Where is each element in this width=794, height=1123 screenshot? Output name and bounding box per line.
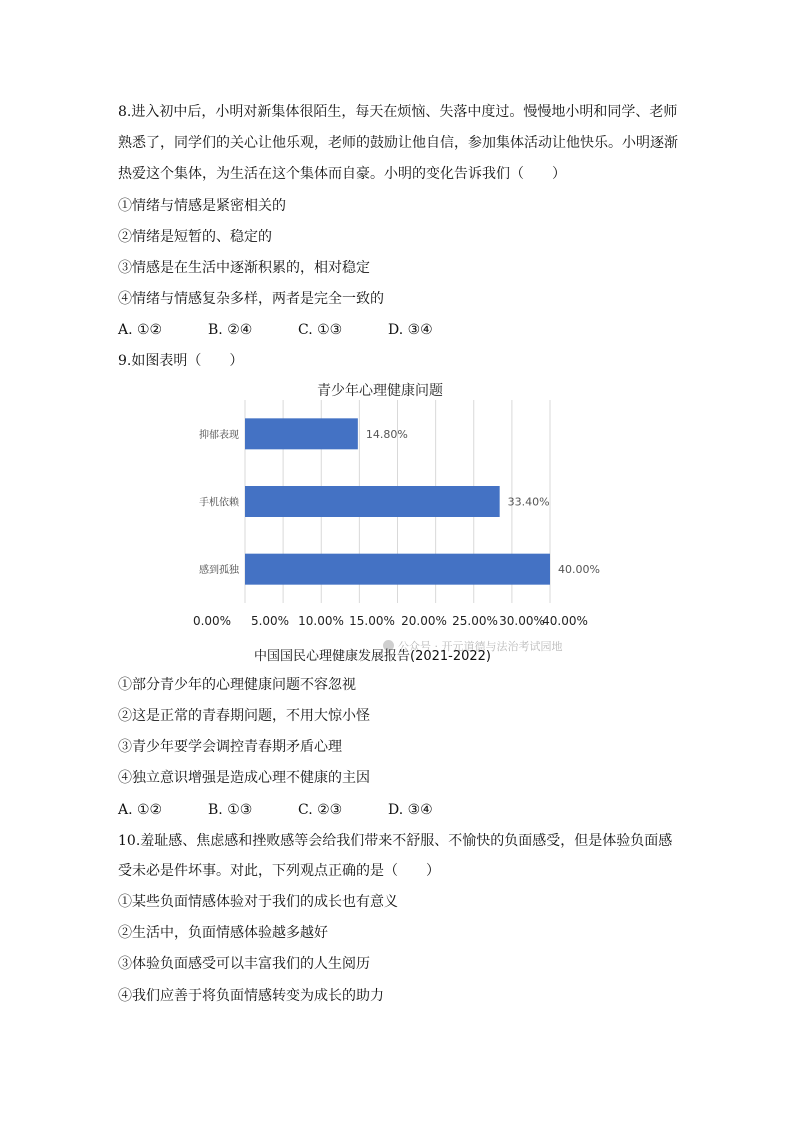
x-tick-label: 20.00% bbox=[401, 614, 447, 628]
x-tick-label: 30.00% bbox=[499, 614, 545, 628]
q8-stem-line-1: 8.进入初中后，小明对新集体很陌生，每天在烦恼、失落中度过。慢慢地小明和同学、老师 bbox=[118, 104, 678, 120]
q9-option-b: B. ①③ bbox=[208, 802, 253, 818]
q8-option-b: B. ②④ bbox=[208, 322, 253, 338]
bar-chart bbox=[190, 378, 610, 668]
q8-option-d: D. ③④ bbox=[388, 322, 433, 338]
q8-stem-line-3: 热爱这个集体，为生活在这个集体而自豪。小明的变化告诉我们（ ） bbox=[118, 166, 566, 182]
data-label: 33.40% bbox=[507, 495, 550, 509]
q9-option-d: D. ③④ bbox=[388, 802, 433, 818]
bar bbox=[245, 554, 550, 585]
q9-option-c: C. ②③ bbox=[298, 802, 343, 818]
q8-option-c: C. ①③ bbox=[298, 322, 343, 338]
q8-item-2: ②情绪是短暂的、稳定的 bbox=[118, 229, 272, 245]
x-tick-label: 15.00% bbox=[349, 614, 395, 628]
bar bbox=[245, 418, 358, 449]
q9-item-2: ②这是正常的青春期问题，不用大惊小怪 bbox=[118, 708, 370, 724]
q10-stem-line-2: 受未必是件坏事。对此，下列观点正确的是（ ） bbox=[118, 863, 440, 879]
chart-source: 中国国民心理健康发展报告(2021-2022) bbox=[254, 649, 492, 664]
q10-item-3: ③体验负面感受可以丰富我们的人生阅历 bbox=[118, 956, 370, 972]
q9-options bbox=[118, 800, 433, 820]
x-tick-label: 25.00% bbox=[452, 614, 498, 628]
data-label: 14.80% bbox=[365, 427, 408, 441]
watermark-text: 公众号 · 开元道德与法治考试园地 bbox=[398, 640, 563, 653]
q10-item-4: ④我们应善于将负面情感转变为成长的助力 bbox=[118, 988, 384, 1004]
q8-options bbox=[118, 320, 433, 340]
category-label: 感到孤独 bbox=[199, 565, 239, 577]
category-label: 抑郁表现 bbox=[199, 429, 239, 441]
category-label: 手机依赖 bbox=[199, 497, 239, 509]
x-tick-label: 40.00% bbox=[542, 614, 588, 628]
bar-chart-svg bbox=[190, 378, 610, 668]
q10-stem-line-1: 10.羞耻感、焦虑感和挫败感等会给我们带来不舒服、不愉快的负面感受，但是体验负面感 bbox=[118, 833, 673, 849]
q8-stem-line-2: 熟悉了，同学们的关心让他乐观，老师的鼓励让他自信，参加集体活动让他快乐。小明逐渐 bbox=[118, 135, 678, 151]
q10-item-1: ①某些负面情感体验对于我们的成长也有意义 bbox=[118, 894, 398, 910]
q8-item-1: ①情绪与情感是紧密相关的 bbox=[118, 198, 286, 214]
x-tick-label: 10.00% bbox=[298, 614, 344, 628]
q8-item-3: ③情感是在生活中逐渐积累的，相对稳定 bbox=[118, 260, 370, 276]
x-tick-label: 5.00% bbox=[250, 614, 290, 628]
x-tick-label: 0.00% bbox=[192, 614, 232, 628]
q9-item-1: ①部分青少年的心理健康问题不容忽视 bbox=[118, 677, 356, 693]
bar bbox=[245, 486, 500, 517]
chart-title: 青少年心理健康问题 bbox=[317, 383, 443, 399]
data-label: 40.00% bbox=[558, 563, 600, 577]
q8-item-4: ④情绪与情感复杂多样，两者是完全一致的 bbox=[118, 291, 384, 307]
q10-item-2: ②生活中，负面情感体验越多越好 bbox=[118, 925, 328, 941]
q8-option-a: A. ①② bbox=[118, 322, 163, 338]
q9-item-3: ③青少年要学会调控青春期矛盾心理 bbox=[118, 739, 342, 755]
q9-option-a: A. ①② bbox=[118, 802, 163, 818]
q9-item-4: ④独立意识增强是造成心理不健康的主因 bbox=[118, 770, 370, 786]
q9-stem: 9.如图表明（ ） bbox=[118, 353, 244, 369]
